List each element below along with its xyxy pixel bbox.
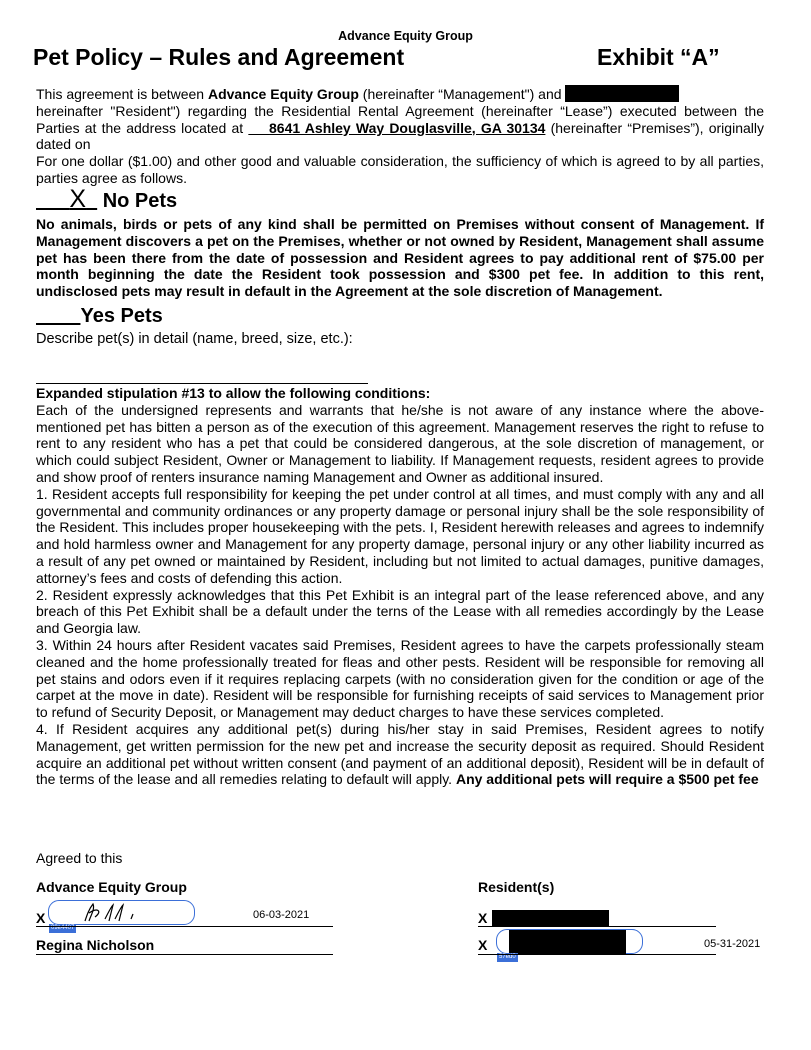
- intro-section: [36, 85, 764, 187]
- resident-signature-line: [478, 954, 716, 955]
- intro-paragraph-2: For one dollar ($1.00) and other good and valuable consideration, the sufficiency of which is agreed to by all parties, parties agree as follows.: [36, 153, 764, 186]
- item-4-text: 4. If Resident acquires any additional pet(s) during his/her stay in said Premises, Resident agrees to notify Management, get written permission for the new pet and increase the security deposit as required. Should Resident acquire an additional pet without written consent (and payment of an additional deposit), Resident will be in default of the terms of the lease and all remedies relating to default will apply.: [36, 720, 764, 788]
- yes-pets-label: Yes Pets: [80, 305, 163, 327]
- stipulation-heading: Expanded stipulation #13 to allow the following conditions:: [36, 385, 431, 401]
- no-pets-heading: [36, 185, 177, 214]
- no-pets-mark: X: [69, 185, 87, 213]
- document-title: Pet Policy – Rules and Agreement: [33, 44, 405, 70]
- management-signature-line: [36, 926, 333, 927]
- intro-paragraph-1: [36, 85, 764, 153]
- agreed-text: Agreed to this: [36, 850, 123, 866]
- resident-signature-heading: Resident(s): [478, 879, 555, 895]
- management-signature-heading: Advance Equity Group: [36, 879, 187, 895]
- resident-x-mark-1: X: [478, 910, 488, 926]
- exhibit-label: Exhibit “A”: [597, 44, 720, 70]
- no-pets-checkbox-line: [36, 185, 97, 213]
- stipulation-item-4: [36, 721, 764, 788]
- yes-pets-checkbox-line: [36, 305, 80, 327]
- redacted-resident-name: [492, 910, 609, 927]
- pet-description-prompt: Describe pet(s) in detail (name, breed, size, etc.):: [36, 331, 353, 347]
- resident-x-mark-2: X: [478, 937, 488, 953]
- stipulation-intro: Each of the undersigned represents and warrants that he/she is not aware of any instance where the above-mentioned pet has bitten a person as of the execution of this agreement. Management reserves the right to refuse to rent to any resident who has a pet that could be considered dangerous, at the sole discretion of management, or which could subject Resident, Owner or Management to liability. If Management requests, resident agrees to provide and show proof of renters insurance naming Management and Owner as additional insured.: [36, 401, 764, 485]
- intro-text: This agreement is between: [36, 86, 208, 102]
- resident-envelope-tag: 57ed0: [499, 954, 516, 960]
- item-4-bold-text: Any additional pets will require a $500 pet fee: [455, 771, 759, 788]
- intro-text-rest: hereinafter "Resident") regarding the Residential Rental Agreement (hereinafter “Lease”) executed between the Parties at the address located at: [36, 102, 764, 136]
- yes-pets-heading: [36, 305, 163, 328]
- management-sign-date: 06-03-2021: [253, 909, 310, 921]
- premises-address: 8641 Ashley Way Douglasville, GA 30134: [269, 119, 546, 136]
- intro-text-end: (hereinafter “Premises”), originally dated on: [36, 119, 764, 153]
- intro-company: Advance Equity Group: [207, 86, 359, 102]
- resident-sign-date: 05-31-2021: [704, 938, 761, 950]
- intro-text-mid: (hereinafter “Management") and: [358, 86, 566, 102]
- redacted-name: [565, 85, 679, 102]
- management-signature-field[interactable]: [48, 900, 195, 925]
- resident-name-line: [478, 926, 716, 927]
- company-header: Advance Equity Group: [338, 29, 473, 43]
- no-pets-text: No animals, birds or pets of any kind shall be permitted on Premises without consent of Management. If Management discovers a pet on the Premises, whether or not owned by Resident, Management shall assume pet has been there from the date of possession and Resident agrees to pay additional rent of $75.00 per month beginning the date the Resident took possession and $300 pet fee. In addition to this rent, undisclosed pets may result in default in the Agreement at the sole discretion of Management.: [36, 216, 764, 300]
- redacted-resident-signature: [509, 930, 626, 954]
- management-name-line: [36, 954, 333, 955]
- management-envelope-tag: 09e4407: [51, 925, 75, 931]
- management-x-mark: X: [36, 910, 46, 926]
- handwritten-signature: [49, 901, 194, 924]
- address-underline: [248, 120, 545, 136]
- stipulation-item-2: 2. Resident expressly acknowledges that this Pet Exhibit is an integral part of the lease referenced above, and any breach of this Pet Exhibit shall be a default under the terns of the Lease with all remedies accordingly by the Lease and Georgia law.: [36, 586, 764, 637]
- stipulation-item-1: 1. Resident accepts full responsibility for keeping the pet under control at all times, and must comply with any and all governmental and community ordinances or any property damage or personal injury shall be the sole responsibility of the Resident. This includes proper housekeeping with the pets. I, Resident herewith releases and agrees to indemnify and hold harmless owner and Management for any property damage, personal injury or any other liability incurred as a result of any pet owned or maintained by Resident, including but not limited to actual damages, punitive damages, attorney’s fees and costs of defending this action.: [36, 485, 764, 586]
- stipulation-section: [36, 385, 764, 788]
- pet-description-line: [36, 383, 368, 384]
- stipulation-item-3: 3. Within 24 hours after Resident vacates said Premises, Resident agrees to have the carpets professionally steam cleaned and the home professionally treated for fleas and other pests. Resident will be responsible for removing all pet stains and odors even if it requires replacing carpets (with no consideration given for the condition or age of the carpet at the move in date). Resident will be responsible for furnishing receipts of said services to Management prior to refund of Security Deposit, or Management may deduct charges to have these services completed.: [36, 636, 764, 721]
- no-pets-label: No Pets: [102, 190, 178, 212]
- management-signer-name: Regina Nicholson: [36, 937, 155, 953]
